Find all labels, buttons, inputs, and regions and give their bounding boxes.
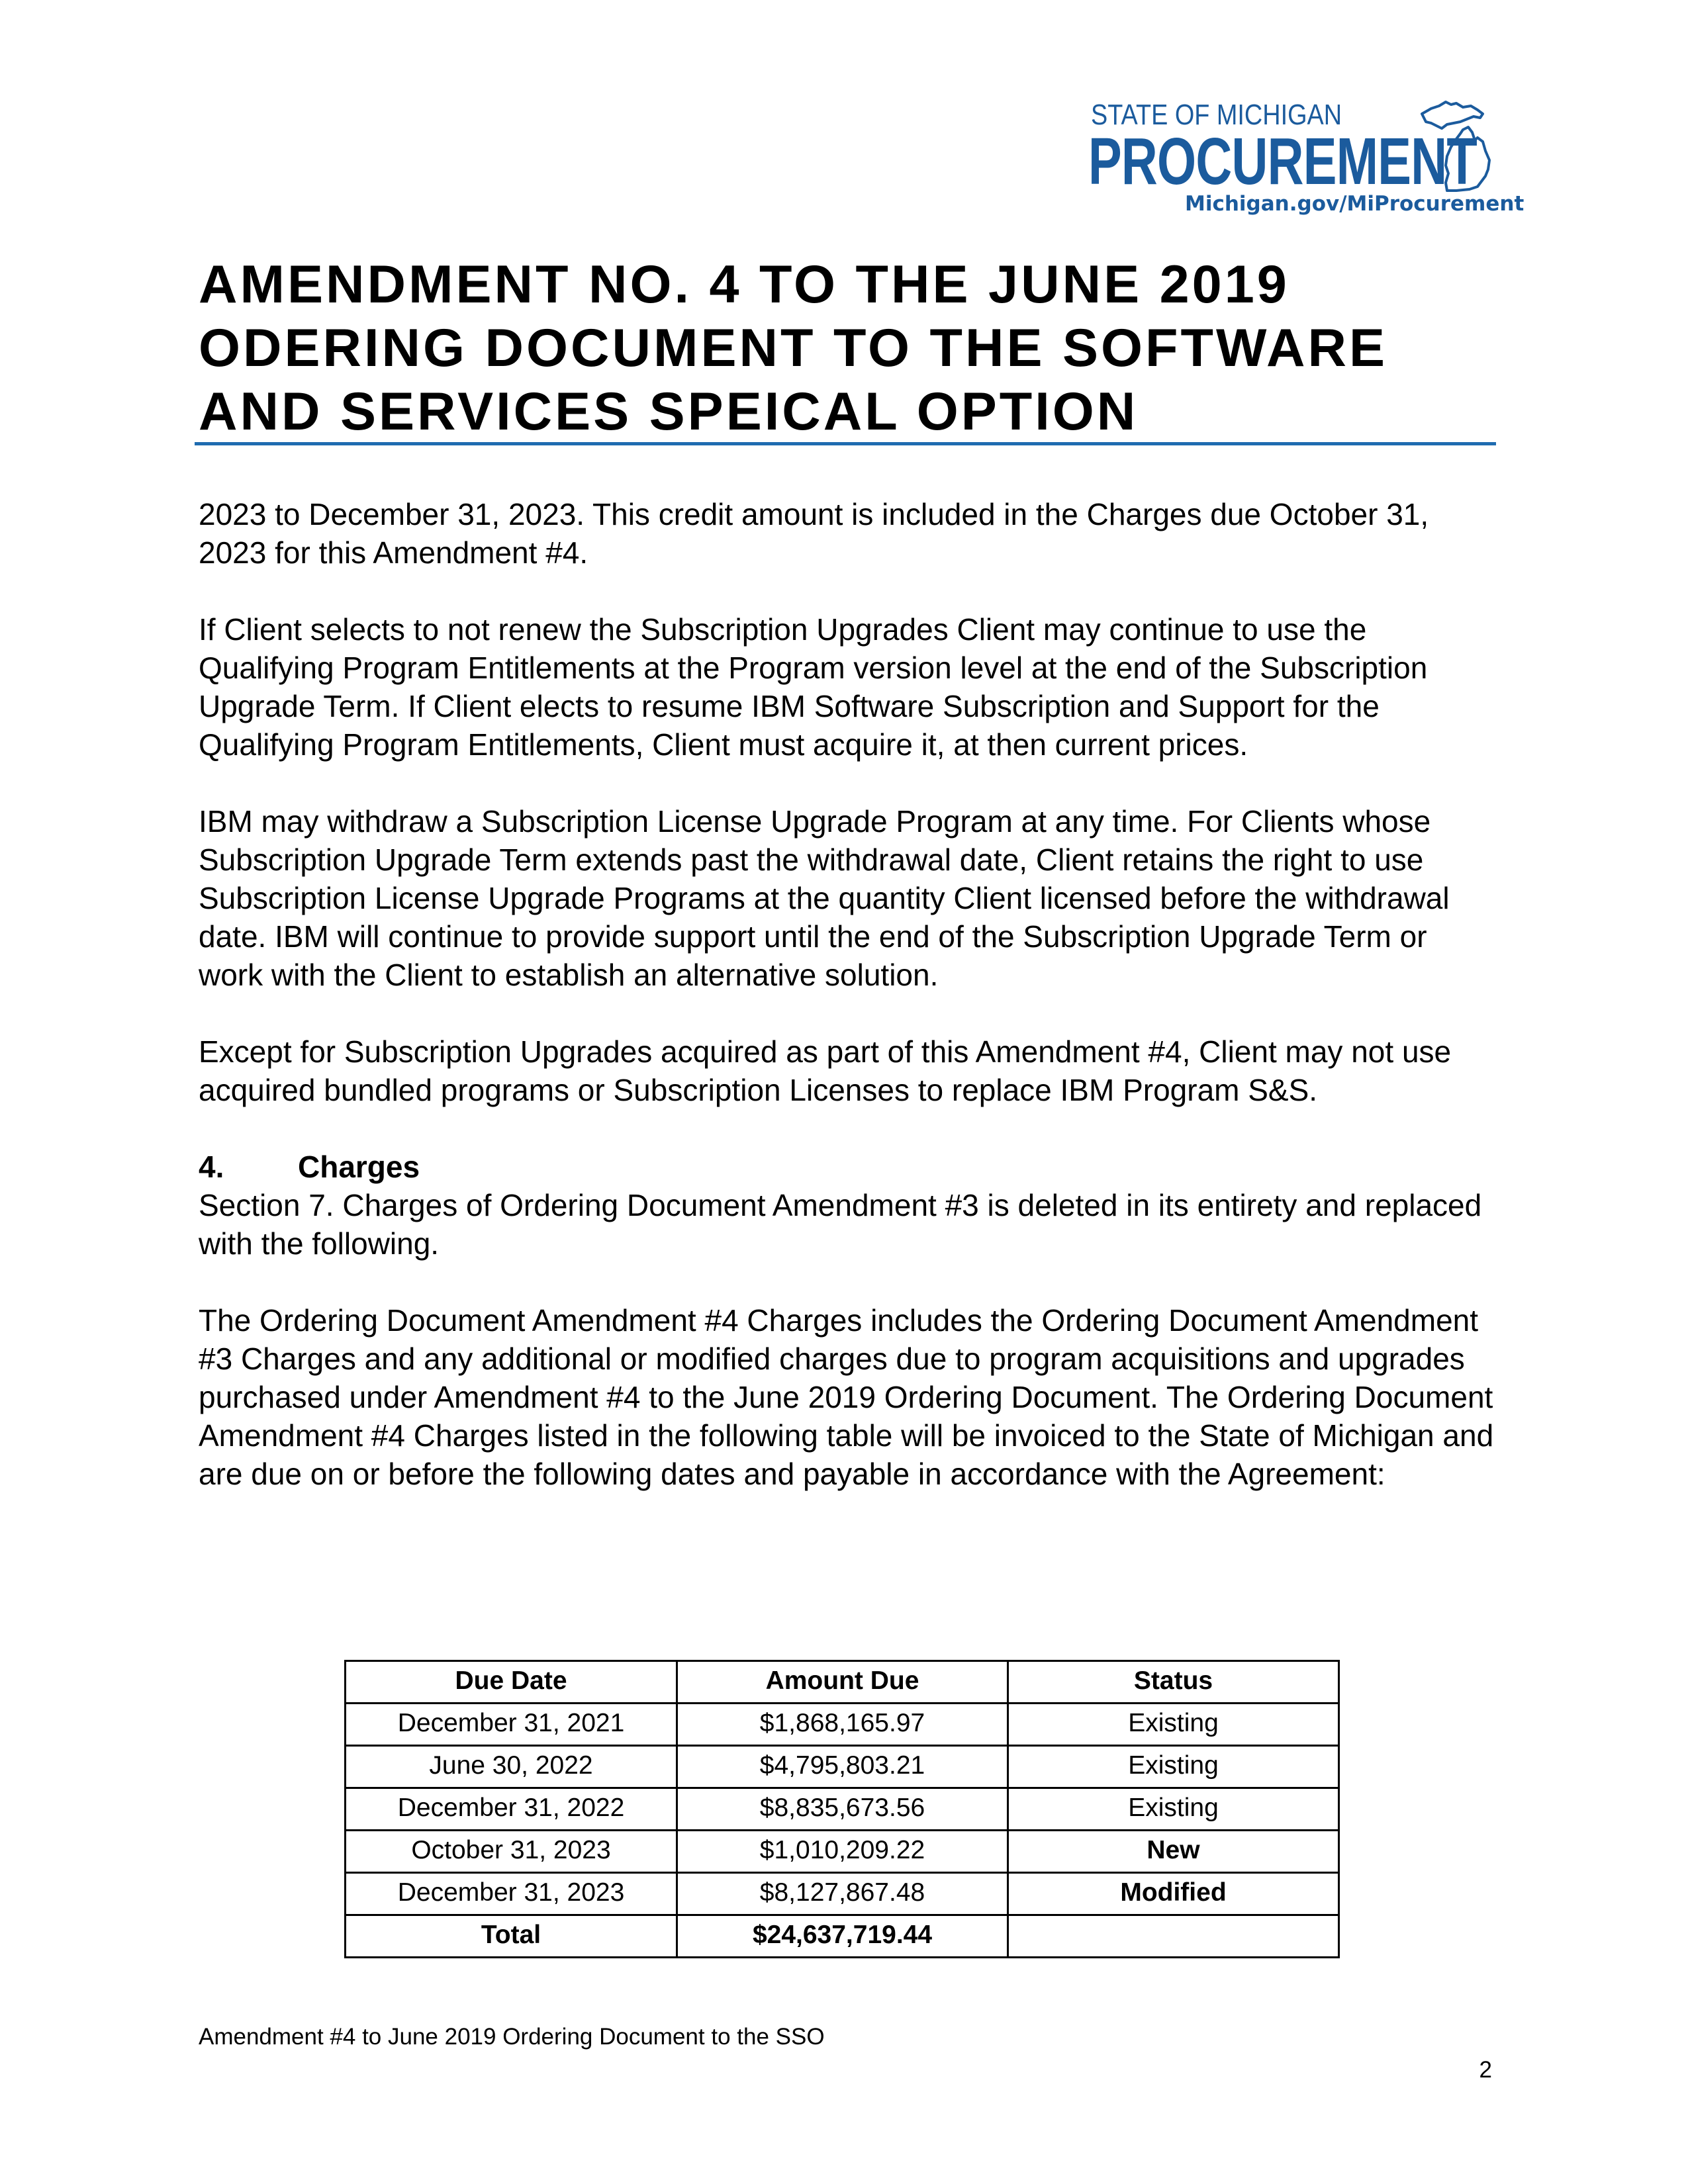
table-header-cell: Amount Due [677, 1661, 1008, 1704]
title-line-1: AMENDMENT NO. 4 TO THE JUNE 2019 [199, 255, 1289, 314]
section-number: 4. [199, 1150, 224, 1184]
document-title [199, 253, 1496, 443]
due-date-cell: December 31, 2021 [346, 1704, 677, 1746]
section-heading [199, 1148, 1496, 1186]
paragraph-charges: The Ordering Document Amendment #4 Charges includes the Ordering Document Amendment #3 Charges and any additional or modified charges due to program acquisitions and upgrades purchased under Amendment #4 to the June 2019 Ordering Document. The Ordering Document Amendment #4 Charges listed in the following table will be invoiced to the State of Michigan and are due on or before the following dates and payable in accordance with the Agreement: [199, 1303, 1494, 1491]
charges-table [344, 1660, 1340, 1958]
document-body [199, 495, 1496, 1531]
table-header-cell: Status [1008, 1661, 1339, 1704]
title-divider [195, 442, 1496, 445]
table-header-cell: Due Date [346, 1661, 677, 1704]
due-date-cell: October 31, 2023 [346, 1831, 677, 1873]
status-cell: New [1008, 1831, 1339, 1873]
logo-url-text: Michigan.gov/MiProcurement [1185, 192, 1524, 216]
michigan-map-icon [1417, 99, 1496, 199]
amount-due-cell: $1,010,209.22 [677, 1831, 1008, 1873]
procurement-logo [1086, 99, 1524, 218]
paragraph-section-7: Section 7. Charges of Ordering Document Amendment #3 is deleted in its entirety and replaced with the following. [199, 1188, 1482, 1261]
table-header-row [346, 1661, 1339, 1704]
title-line-3: AND SERVICES SPEICAL OPTION [199, 382, 1139, 441]
amount-due-cell: $1,868,165.97 [677, 1704, 1008, 1746]
amount-due-cell: $4,795,803.21 [677, 1746, 1008, 1788]
table-row [346, 1873, 1339, 1915]
due-date-cell: December 31, 2023 [346, 1873, 677, 1915]
page-number: 2 [1479, 2057, 1492, 2083]
status-cell: Existing [1008, 1704, 1339, 1746]
page-footer: Amendment #4 to June 2019 Ordering Document to the SSO [199, 2024, 825, 2050]
due-date-cell: December 31, 2022 [346, 1788, 677, 1831]
total-amount-cell: $24,637,719.44 [677, 1915, 1008, 1958]
amount-due-cell: $8,835,673.56 [677, 1788, 1008, 1831]
due-date-cell: June 30, 2022 [346, 1746, 677, 1788]
section-title: Charges [298, 1150, 420, 1184]
table-total-row [346, 1915, 1339, 1958]
paragraph-renewal: If Client selects to not renew the Subscription Upgrades Client may continue to use the Qualifying Program Entitlements at the Program version level at the end of the Subscription Upgrade Term. If Client elects to resume IBM Software Subscription and Support for the Qualifying Program Entitlements, Client must acquire it, at then current prices. [199, 612, 1428, 762]
status-cell: Existing [1008, 1788, 1339, 1831]
table-row [346, 1831, 1339, 1873]
table-row [346, 1746, 1339, 1788]
table-row [346, 1704, 1339, 1746]
status-cell: Existing [1008, 1746, 1339, 1788]
paragraph-exception: Except for Subscription Upgrades acquired as part of this Amendment #4, Client may not use acquired bundled programs or Subscription Licenses to replace IBM Program S&S. [199, 1034, 1452, 1107]
table-row [346, 1788, 1339, 1831]
paragraph-credit: 2023 to December 31, 2023. This credit amount is included in the Charges due October 31, 2023 for this Amendment #4. [199, 497, 1429, 570]
total-label-cell: Total [346, 1915, 677, 1958]
status-cell: Modified [1008, 1873, 1339, 1915]
amount-due-cell: $8,127,867.48 [677, 1873, 1008, 1915]
logo-state-text: STATE OF MICHIGAN [1091, 99, 1342, 131]
total-status-cell [1008, 1915, 1339, 1958]
paragraph-withdrawal: IBM may withdraw a Subscription License Upgrade Program at any time. For Clients whose Subscription Upgrade Term extends past the withdrawal date, Client retains the right to use Subscription License Upgrade Programs at the quantity Client licensed before the withdrawal date. IBM will continue to provide support until the end of the Subscription Upgrade Term or work with the Client to establish an alternative solution. [199, 804, 1450, 992]
title-line-2: ODERING DOCUMENT TO THE SOFTWARE [199, 318, 1388, 378]
logo-procurement-text: PROCUREMENT [1088, 124, 1477, 199]
